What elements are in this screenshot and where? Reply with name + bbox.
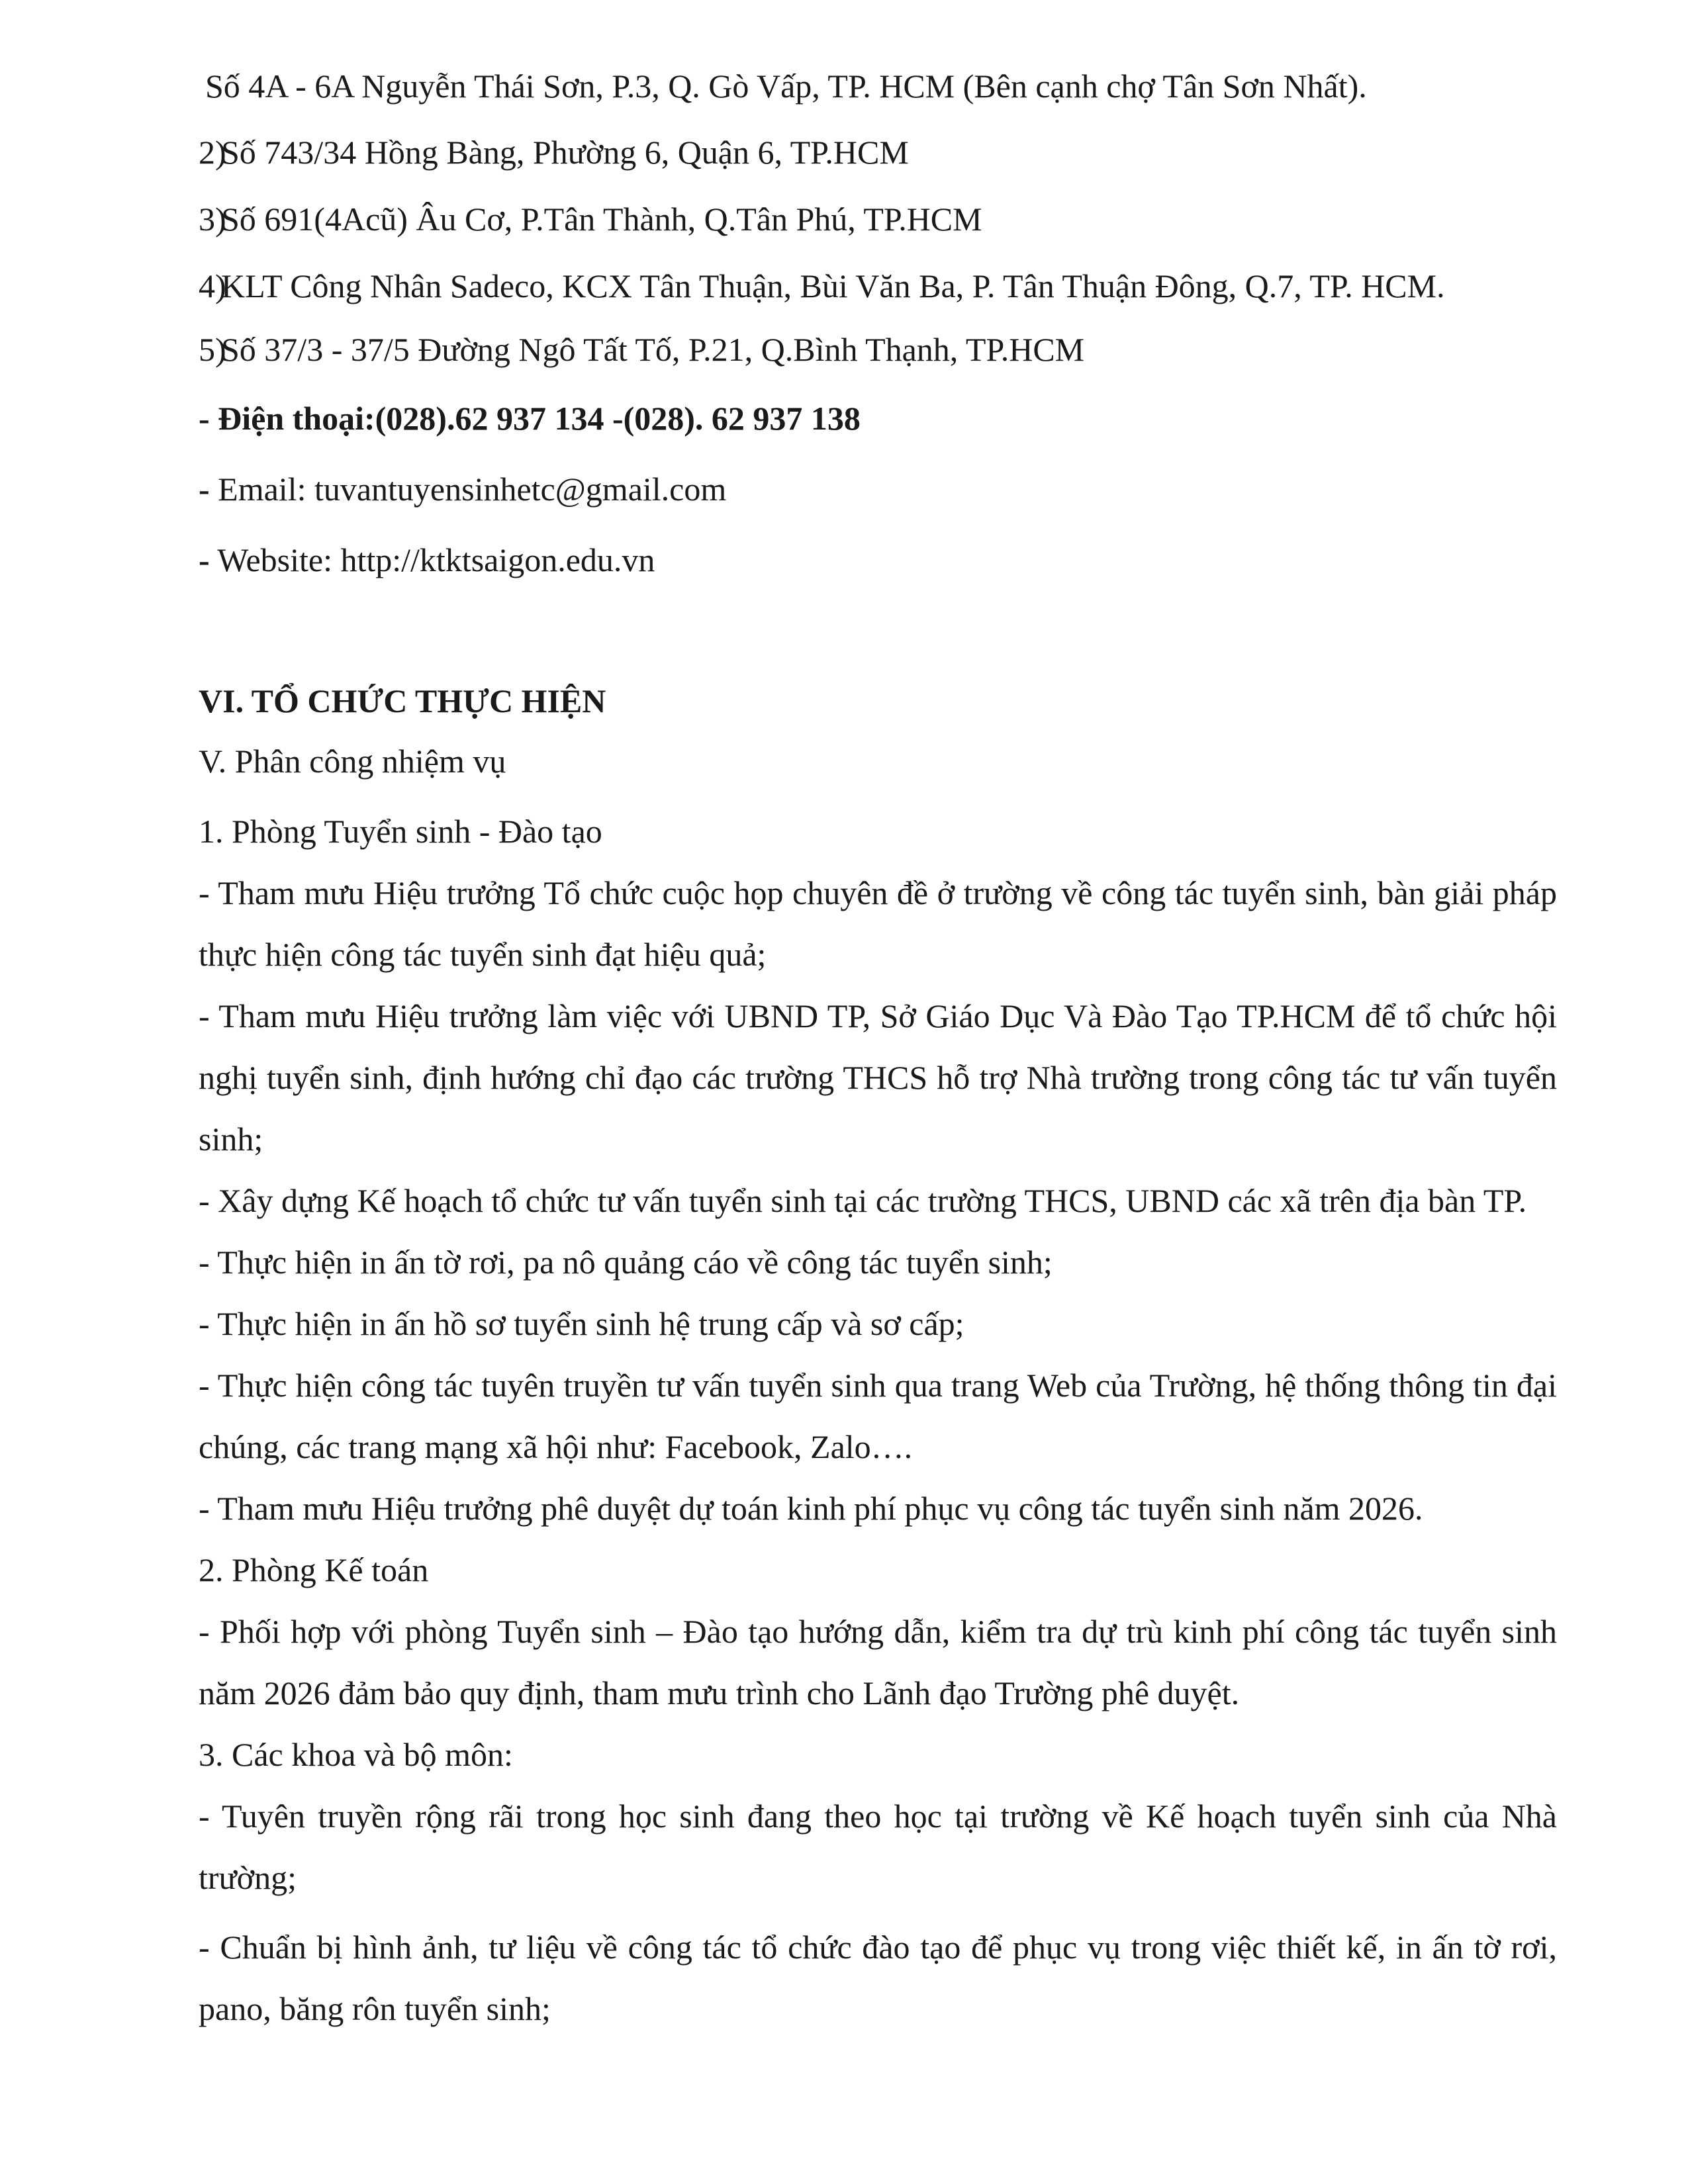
address-4-text: KLT Công Nhân Sadeco, KCX Tân Thuận, Bùi Văn Ba, P. Tân Thuận Đông, Q.7, TP. HCM. [221,267,1445,304]
address-2-text: Số 743/34 Hồng Bàng, Phường 6, Quận 6, TP.HCM [221,134,909,171]
email-text: Email: tuvantuyensinhetc@gmail.com [209,471,727,508]
address-3-number: 3) [199,201,226,238]
part2-item: - Phối hợp với phòng Tuyển sinh – Đào tạo hướng dẫn, kiểm tra dự trù kinh phí công tác tuyển sinh năm 2026 đảm bảo quy định, tham mưu trình cho Lãnh đạo Trường phê duyệt. [199,1613,1557,1711]
part1-item: - Xây dựng Kế hoạch tổ chức tư vấn tuyển sinh tại các trường THCS, UBND các xã trên địa bàn TP. [199,1182,1527,1219]
part1-item: - Thực hiện in ấn tờ rơi, pa nô quảng cáo về công tác tuyển sinh; [199,1244,1053,1281]
address-3 [199,199,982,239]
website-dash: - [199,541,210,578]
address-2-number: 2) [199,134,226,171]
address-5-number: 5) [199,331,226,368]
address-4 [199,266,1445,306]
part1-item: - Tham mưu Hiệu trưởng làm việc với UBND TP, Sở Giáo Dục Và Đào Tạo TP.HCM để tổ chức hội nghị tuyển sinh, định hướng chỉ đạo các trường THCS hỗ trợ Nhà trường trong công tác tư vấn tuyển sinh; [199,997,1557,1158]
address-2 [199,132,909,172]
part1-item: - Thực hiện công tác tuyên truyền tư vấn tuyển sinh qua trang Web của Trường, hệ thống thông tin đại chúng, các trang mạng xã hội như: Facebook, Zalo…. [199,1367,1557,1465]
section-body [199,801,1557,2040]
part1-title: 1. Phòng Tuyển sinh - Đào tạo [199,813,602,850]
part3-item: - Chuẩn bị hình ảnh, tư liệu về công tác tổ chức đào tạo để phục vụ trong việc thiết kế, in ấn tờ rơi, pano, băng rôn tuyển sinh; [199,1929,1557,2027]
part1-item: - Thực hiện in ấn hồ sơ tuyển sinh hệ trung cấp và sơ cấp; [199,1305,964,1342]
part2-title: 2. Phòng Kế toán [199,1551,429,1588]
part3-item: - Tuyên truyền rộng rãi trong học sinh đang theo học tại trường về Kế hoạch tuyển sinh của Nhà trường; [199,1797,1557,1896]
phone-line: - Điện thoại:(028).62 937 134 -(028). 62 937 138 [199,400,861,437]
email-dash: - [199,471,210,508]
website-text: Website: http://ktktsaigon.edu.vn [209,541,655,578]
section-subheading: V. Phân công nhiệm vụ [199,743,506,780]
website-line [199,540,655,580]
part1-item: - Tham mưu Hiệu trưởng Tổ chức cuộc họp chuyên đề ở trường về công tác tuyển sinh, bàn giải pháp thực hiện công tác tuyển sinh đạt hiệu quả; [199,874,1557,973]
address-4-number: 4) [199,267,226,304]
address-1: Số 4A - 6A Nguyễn Thái Sơn, P.3, Q. Gò Vấp, TP. HCM (Bên cạnh chợ Tân Sơn Nhất). [205,68,1367,105]
part3-title: 3. Các khoa và bộ môn: [199,1736,513,1773]
email-line [199,469,726,509]
address-5-text: Số 37/3 - 37/5 Đường Ngô Tất Tố, P.21, Q.Bình Thạnh, TP.HCM [221,331,1085,368]
part1-item: - Tham mưu Hiệu trưởng phê duyệt dự toán kinh phí phục vụ công tác tuyển sinh năm 2026. [199,1490,1423,1527]
address-3-text: Số 691(4Acũ) Âu Cơ, P.Tân Thành, Q.Tân Phú, TP.HCM [221,201,982,238]
section-heading: VI. TỔ CHỨC THỰC HIỆN [199,682,606,719]
address-5 [199,330,1084,369]
